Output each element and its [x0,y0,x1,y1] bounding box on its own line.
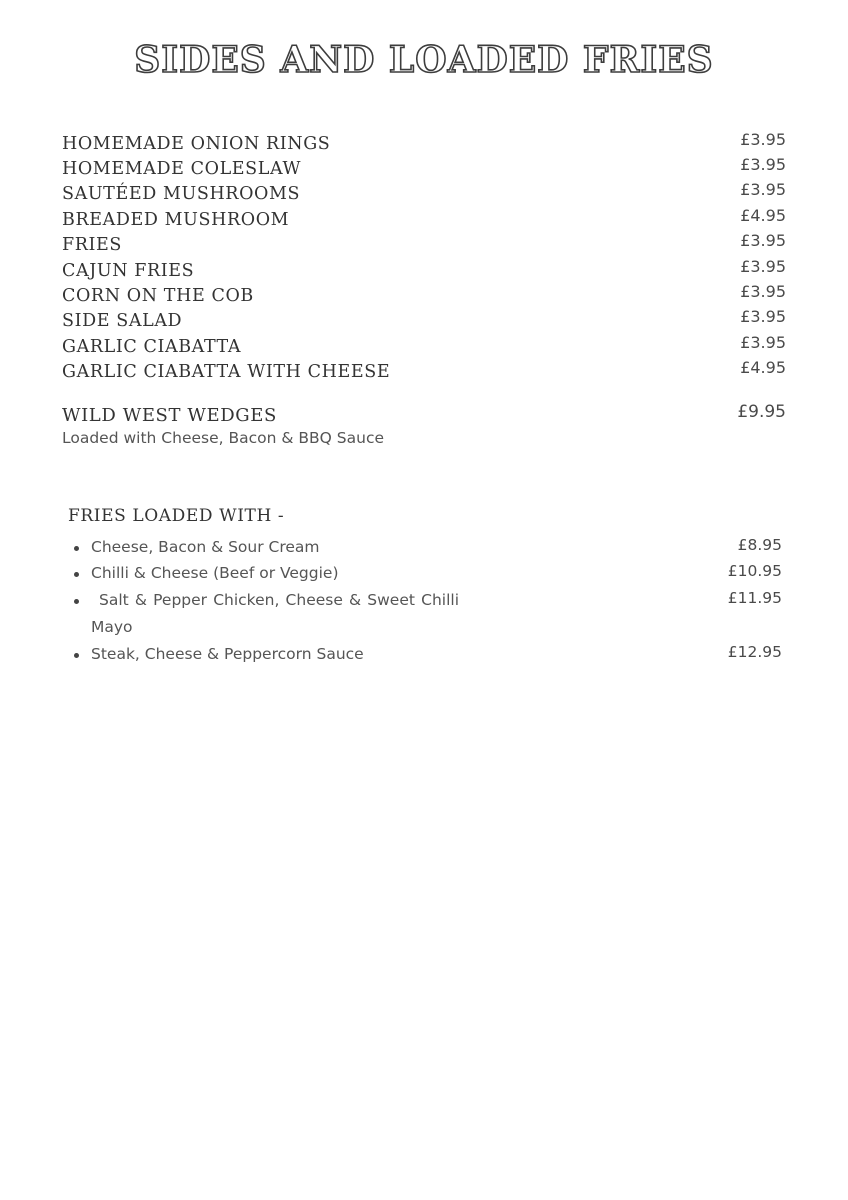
bullet-icon [74,599,79,604]
item-price: £3.95 [740,130,786,149]
item-price: £3.95 [740,282,786,301]
item-price: £4.95 [740,206,786,225]
menu-item [62,257,786,282]
menu-item [62,206,786,231]
item-price: £3.95 [740,307,786,326]
wedges-item [62,402,786,452]
bullet-icon [74,572,79,577]
item-price: £3.95 [740,257,786,276]
item-name: HOMEMADE ONION RINGS [62,134,331,154]
menu-item [62,130,786,155]
item-price: £3.95 [740,333,786,352]
menu-item [62,333,786,358]
bullet-icon [74,546,79,551]
loaded-fries-item-name: Steak, Cheese & Peppercorn Sauce [91,645,364,663]
item-name: CORN ON THE COB [62,286,254,306]
item-name: SIDE SALAD [62,311,183,331]
wedges-description: Loaded with Cheese, Bacon & BBQ Sauce [62,429,384,447]
item-price: £3.95 [740,231,786,250]
loaded-fries-item-price: £8.95 [737,536,782,554]
menu-item [62,282,786,307]
menu-item [62,180,786,205]
bullet-icon [74,653,79,658]
item-name: GARLIC CIABATTA [62,337,242,357]
item-price: £4.95 [740,358,786,377]
loaded-fries-item-price: £12.95 [727,643,782,661]
item-name: GARLIC CIABATTA WITH CHEESE [62,362,391,382]
wedges-price: £9.95 [737,402,786,422]
item-name: CAJUN FRIES [62,261,195,281]
loaded-fries-item-name: Cheese, Bacon & Sour Cream [91,538,320,556]
item-name: SAUTÉED MUSHROOMS [62,184,301,204]
loaded-fries-item-price: £10.95 [727,562,782,580]
item-name: HOMEMADE COLESLAW [62,159,302,179]
loaded-fries-item-name: Salt & Pepper Chicken, Cheese & Sweet Chilli Mayo [91,591,459,636]
item-price: £3.95 [740,180,786,199]
menu-item [62,231,786,256]
loaded-fries-item-price: £11.95 [727,589,782,607]
menu-item [62,155,786,180]
menu-item [62,358,786,383]
loaded-fries-item-name: Chilli & Cheese (Beef or Veggie) [91,564,339,582]
loaded-fries-heading: FRIES LOADED WITH - [68,506,285,526]
page-title: SIDES AND LOADED FRIES [134,39,714,81]
menu-item [62,307,786,332]
item-name: BREADED MUSHROOM [62,210,290,230]
item-name: FRIES [62,235,122,255]
wedges-name: WILD WEST WEDGES [62,405,277,426]
item-price: £3.95 [740,155,786,174]
